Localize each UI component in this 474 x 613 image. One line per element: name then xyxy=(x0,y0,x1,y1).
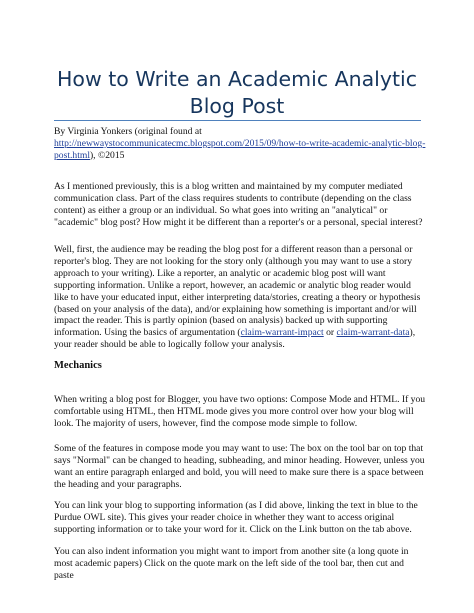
paragraph-audience-text-3: ), your reader should be able to logically follow your analysis. xyxy=(54,327,416,351)
source-link[interactable]: http://newwaystocommunicatecmc.blogspot.com/2015/09/how-to-write-academic-analytic-blog-post.html xyxy=(54,137,426,161)
paragraph-indent-quote: You can also indent information you might want to import from another site (a long quote in most academic papers) Click on the quote mark on the left side of the tool bar, then cut and paste xyxy=(54,546,409,581)
byline xyxy=(54,126,426,162)
paragraph-compose-mode: When writing a blog post for Blogger, you have two options: Compose Mode and HTML. If you comfortable using HTML, then HTML mode gives you more control over how your blog will look. The majority of users, however, find the compose mode simple to follow. xyxy=(54,394,426,429)
byline-prefix: By Virginia Yonkers (original found at xyxy=(54,126,202,137)
paragraph-compose-features: Some of the features in compose mode you may want to use: The box on the tool bar on top that says "Normal" can be changed to heading, subheading, and minor heading. However, unless you want an entire paragraph enlarged and bold, you will need to make sure there is a space between the heading and your paragraphs. xyxy=(54,443,425,490)
paragraph-intro: As I mentioned previously, this is a blog written and maintained by my computer mediated communication class. Part of the class requires students to contribute (depending on the class content) as either a group or an individual. So what goes into writing an "analytical" or "academic" blog post? How might it be different than a reporter's or a personal, special interest? xyxy=(54,181,423,228)
document-title xyxy=(20,66,454,120)
paragraph-linking: You can link your blog to supporting information (as I did above, linking the text in blue to the Purdue OWL site). This gives your reader choice in whether they want to access original supporting information or to take your word for it. Click on the Link button on the tab above. xyxy=(54,500,418,535)
claim-warrant-impact-link[interactable]: claim-warrant-impact xyxy=(240,327,324,339)
paragraph-audience xyxy=(54,244,426,351)
title-line-2: Blog Post xyxy=(189,94,285,118)
paragraph-audience-text-2: or xyxy=(323,327,337,339)
claim-warrant-data-link[interactable]: claim-warrant-data xyxy=(336,327,410,339)
paragraph-audience-text-1: Well, first, the audience may be reading the blog post for a different reason than a personal or reporter's blog. They are not looking for the story only (although you may want to use a story approach to your writing). Like a reporter, an analytic or academic blog post will want supporting information. Unlike a report, however, an academic or analytic blog reader would like to have your educated input, either interpreting data/stories, creating a theory or hypothesis (based on your analysis of the data), and/or explaining how something is important and/or will impact the reader. This is partly opinion (based on analysis) backed up with supporting information. Using the basics of argumentation ( xyxy=(54,244,421,339)
title-line-1: How to Write an Academic Analytic xyxy=(56,67,418,91)
section-heading-mechanics: Mechanics xyxy=(54,360,102,371)
title-underline-rule xyxy=(54,120,421,121)
byline-suffix: ), ©2015 xyxy=(89,149,125,161)
